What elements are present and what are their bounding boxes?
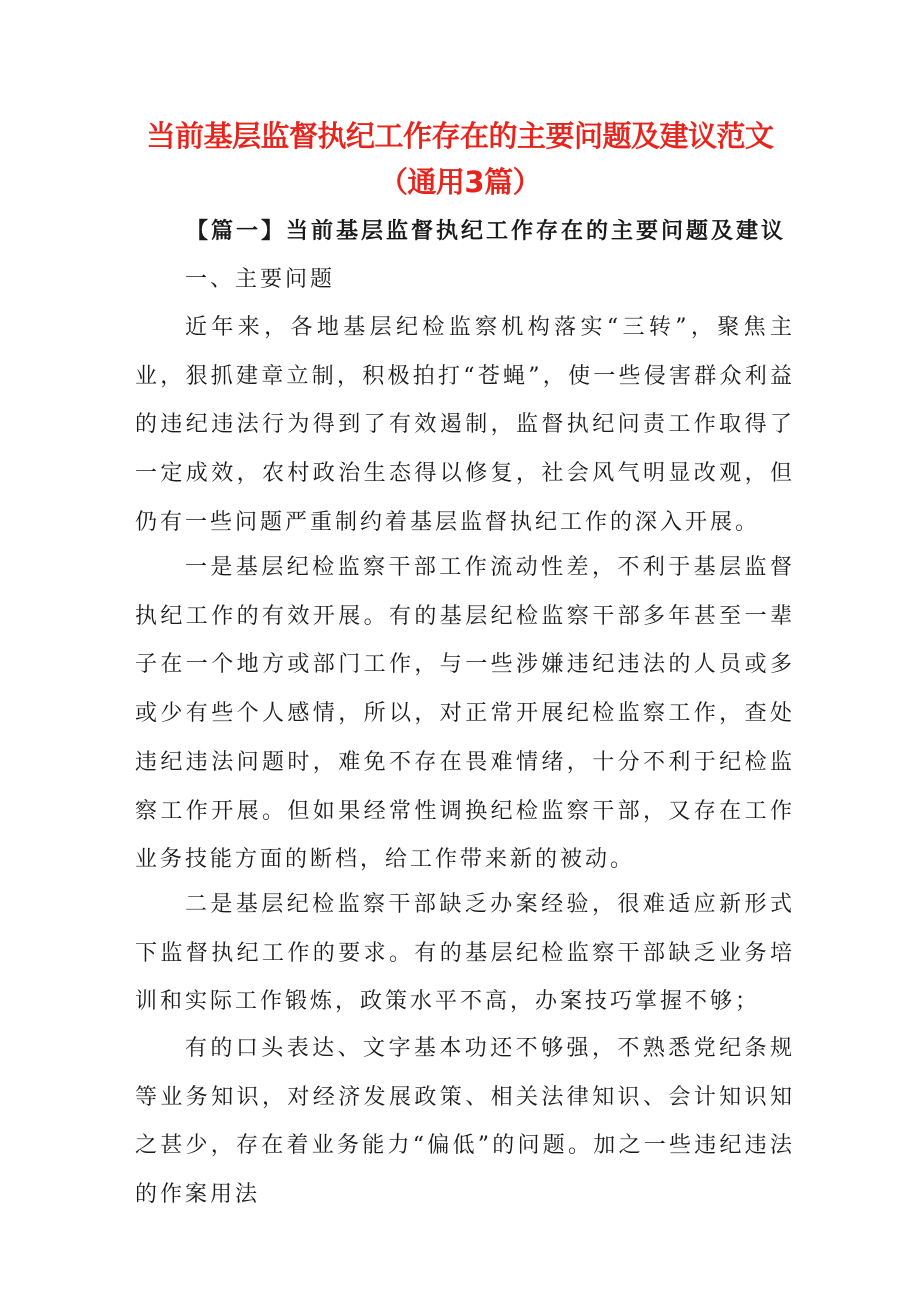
- body-paragraph: 一是基层纪检监察干部工作流动性差，不利于基层监督执纪工作的有效开展。有的基层纪检监察干部多年甚至一辈子在一个地方或部门工作，与一些涉嫌违纪违法的人员或多或少有些个人感情，所以，对正常开展纪检监察工作，查处违纪违法问题时，难免不存在畏难情绪，十分不利于纪检监察工作开展。但如果经常性调换纪检监察干部，又存在工作业务技能方面的断档，给工作带来新的被动。: [135, 555, 795, 873]
- chapter-heading: 【篇一】当前基层监督执纪工作存在的主要问题及建议: [186, 218, 787, 244]
- document-subtitle: （通用3篇）: [378, 165, 542, 199]
- body-paragraph: 有的口头表达、文字基本功还不够强，不熟悉党纪条规等业务知识，对经济发展政策、相关法律知识、会计知识知之甚少，存在着业务能力“偏低”的问题。加之一些违纪违法的作案用法: [135, 1036, 795, 1208]
- body-paragraph: 二是基层纪检监察干部缺乏办案经验，很难适应新形式下监督执纪工作的要求。有的基层纪检监察干部缺乏业务培训和实际工作锻炼，政策水平不高，办案技巧掌握不够；: [135, 892, 795, 1015]
- document-title: 当前基层监督执纪工作存在的主要问题及建议范文: [146, 119, 774, 153]
- body-paragraph: 近年来，各地基层纪检监察机构落实“三转”，聚焦主业，狠抓建章立制，积极拍打“苍蝇”，使一些侵害群众利益的违纪违法行为得到了有效遏制，监督执纪问责工作取得了一定成效，农村政治生态得以修复，社会风气明显改观，但仍有一些问题严重制约着基层监督执纪工作的深入开展。: [135, 315, 795, 535]
- section-heading: 一、主要问题: [185, 267, 336, 292]
